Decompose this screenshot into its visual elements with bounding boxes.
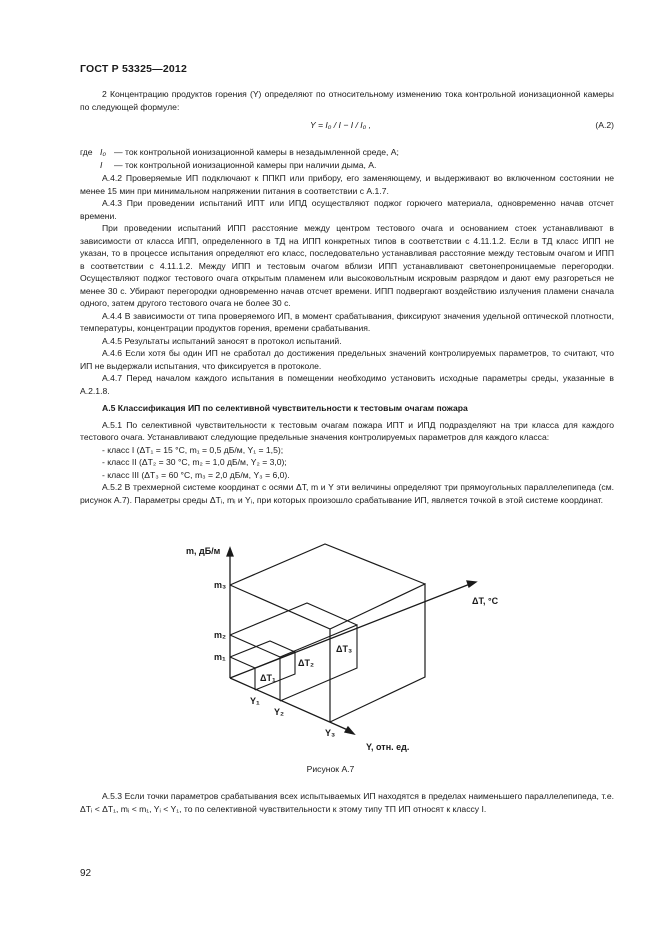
y-axis-line bbox=[230, 678, 350, 731]
para-a42: А.4.2 Проверяемые ИП подключают к ППКП или прибору, его заменяющему, и выдерживают во включенном состоянии не менее 15 мин при минимальном напряжении питания в соответствии с А.1.7. bbox=[80, 173, 614, 196]
closing-text bbox=[80, 790, 614, 815]
para-a43: А.4.3 При проведении испытаний ИПТ или ИПД осуществляют поджог горючего материала, одновременно начав отсчет времени. bbox=[80, 198, 614, 221]
page-header: ГОСТ Р 53325—2012 bbox=[80, 63, 188, 75]
figure-a7 bbox=[180, 538, 520, 758]
class-item: - класс III (ΔT₃ = 60 °C, m₃ = 2,0 дБ/м, Y₃ = 6,0). bbox=[102, 469, 290, 480]
y3-label: Y₃ bbox=[325, 728, 336, 738]
dt-axis-label: ΔT, °C bbox=[472, 596, 499, 606]
m1-label: m₁ bbox=[214, 652, 226, 662]
formula-number: (A.2) bbox=[595, 120, 614, 130]
m-axis-label: m, дБ/м bbox=[186, 546, 221, 556]
para-a51: А.5.1 По селективной чувствительности к тестовым очагам пожара ИПТ и ИПД подразделяют на три класса для каждого тестового очага. Устанавливают следующие предельные значения контролируемых параметров для каждого класса: bbox=[80, 419, 614, 442]
dt2-label: ΔT₂ bbox=[298, 658, 314, 668]
para-a45: А.4.5 Результаты испытаний заносят в протокол испытаний. bbox=[102, 335, 342, 346]
formula-line bbox=[80, 120, 614, 134]
para-a44: А.4.4 В зависимости от типа проверяемого ИП, в момент срабатывания, фиксируют значения удельной оптической плотности, температуры, концентрации продуктов горения, времени срабатывания. bbox=[80, 310, 614, 333]
para-a52: А.5.2 В трехмерной системе координат с осями ΔT, m и Y эти величины определяют три прямоугольных параллелепипеда (см. рисунок А.7). Параметры среды ΔTᵢ, mᵢ и Yᵢ, при которых произошло срабатывание ИП, является точкой в этой системе координат. bbox=[80, 482, 614, 505]
page-number: 92 bbox=[80, 868, 92, 879]
def-symbol: I bbox=[100, 159, 103, 170]
para-a53: А.5.3 Если точки параметров срабатывания всех испытываемых ИП находятся в пределах наименьшего параллелепипеда, т.е. ΔTᵢ < ΔT₁, mᵢ < m₁, Yᵢ < Y₁, то по селективной чувствительности к этому типу ТП ИП относят к классу I. bbox=[80, 791, 614, 814]
def-lead: где bbox=[80, 147, 93, 157]
m3-label: m₃ bbox=[214, 580, 227, 590]
class-item: - класс I (ΔT₁ = 15 °C, m₁ = 0,5 дБ/м, Y₁ = 1,5); bbox=[102, 444, 284, 455]
y-axis-arrow bbox=[345, 727, 354, 734]
class-item: - класс II (ΔT₂ = 30 °C, m₂ = 1,0 дБ/м, Y₂ = 3,0); bbox=[102, 457, 287, 467]
y2-label: Y₂ bbox=[274, 707, 285, 717]
figure-caption: Рисунок А.7 bbox=[306, 764, 355, 774]
formula: Y = I₀ / I − I / I₀ , bbox=[310, 120, 372, 130]
dt-axis-arrow bbox=[467, 581, 476, 587]
para-a2: 2 Концентрацию продуктов горения (Y) определяют по относительному изменению тока контрольной ионизационной камеры по следующей формуле: bbox=[80, 89, 614, 112]
intro-paragraph bbox=[80, 88, 614, 113]
section-title-a5: А.5 Классификация ИП по селективной чувствительности к тестовым очагам пожара bbox=[102, 403, 468, 413]
def-text: — ток контрольной ионизационной камеры в незадымленной среде, А; bbox=[114, 147, 399, 157]
m2-label: m₂ bbox=[214, 630, 227, 640]
dt3-label: ΔT₃ bbox=[336, 644, 353, 654]
dt1-label: ΔT₁ bbox=[260, 673, 276, 683]
axes bbox=[227, 548, 476, 734]
y1-label: Y₁ bbox=[250, 696, 260, 706]
def-text: — ток контрольной ионизационной камеры при наличии дыма, А. bbox=[114, 159, 377, 170]
def-symbol: I₀ bbox=[100, 147, 107, 157]
m-axis-arrow bbox=[227, 548, 233, 556]
y-axis-label: Y, отн. ед. bbox=[366, 742, 410, 752]
para-a46: А.4.6 Если хотя бы один ИП не сработал до достижения предельных значений контролируемых параметров, то считают, что ИП не выдержали испытания, что фиксируется в протоколе. bbox=[80, 348, 614, 371]
figure-labels bbox=[186, 546, 499, 752]
body-text bbox=[80, 172, 614, 506]
para-ipp: При проведении испытаний ИПП расстояние между центром тестового очага и основанием стоек устанавливают в зависимости от класса ИПП, определенного в ТД на ИПП конкретных типов в соответствии с 4.11.1.2. Если в ТД класс ИПП не указан, то в процессе испытания определяют его класс, последовательно устанавливая расстояние между тестовым очагом и ИПП в соответствии с 4.11.1.2. Между ИПП и тестовым очагом вблизи ИПП устанавливают светонепроницаемые перегородки. Осуществляют поджог тестового очага открытым пламенем или высоковольтным искровым разрядом и дают ему разгореться не менее 30 с. Убирают перегородки одновременно начав отсчет времени. ИПП подвергают воздействию излучения пламени сначала одного, затем другого тестового очага не более 30 с. bbox=[80, 223, 614, 308]
para-a47: А.4.7 Перед началом каждого испытания в помещении необходимо установить исходные параметры среды, указанные в А.2.1.8. bbox=[80, 373, 614, 396]
